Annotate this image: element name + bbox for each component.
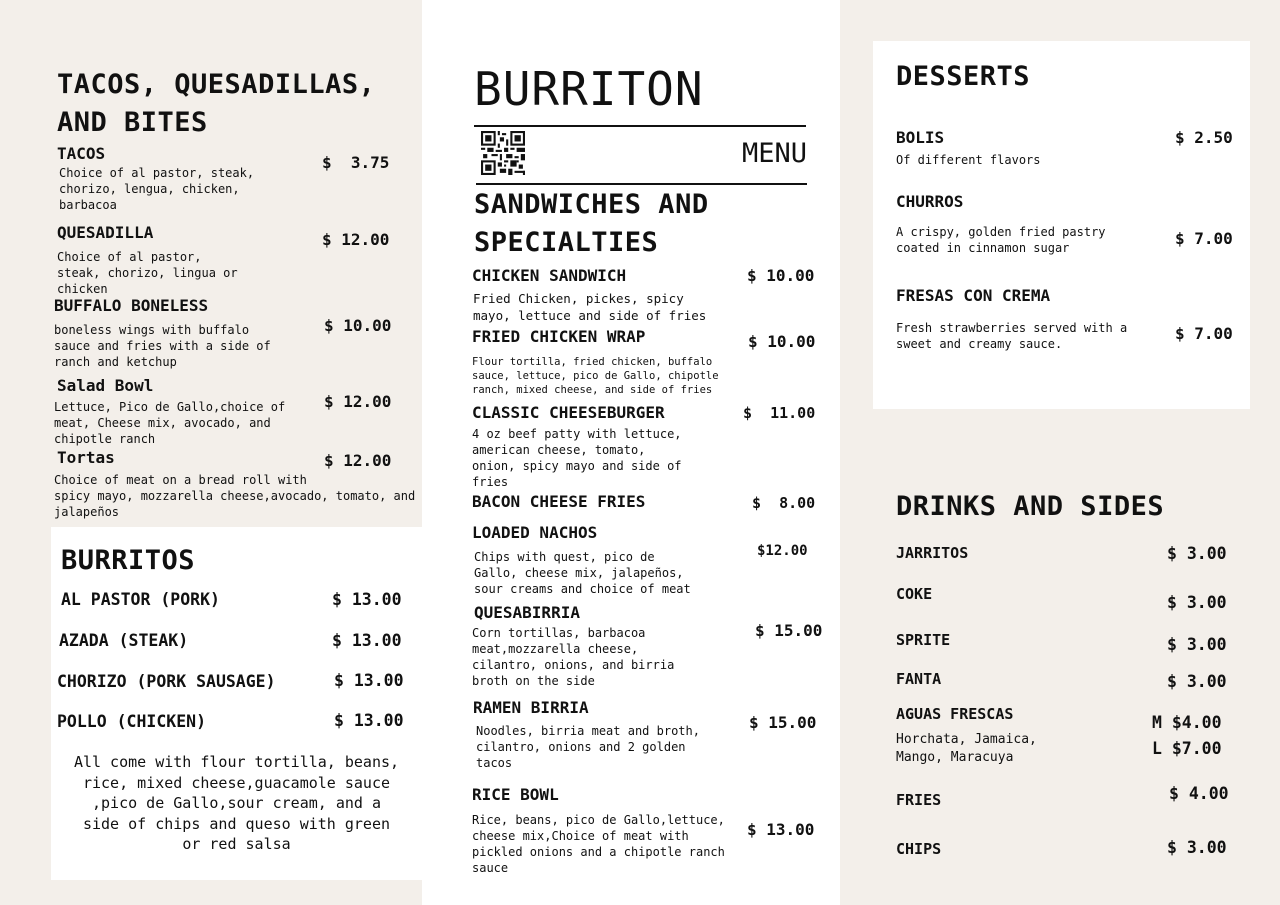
drink-price-coke: $ 3.00	[1167, 593, 1227, 612]
item-desc-fried-chicken-wrap: Flour tortilla, fried chicken, buffalo sauce, lettuce, pico de Gallo, chipotle ranch, mixed cheese, and side of fries	[472, 356, 719, 396]
drink-price-fries: $ 4.00	[1169, 784, 1229, 803]
drink-name-coke: COKE	[896, 585, 933, 603]
drink-price-sprite: $ 3.00	[1167, 635, 1227, 654]
drink-name-fries: FRIES	[896, 791, 942, 809]
dessert-desc-churros: A crispy, golden fried pastry coated in cinnamon sugar	[896, 225, 1106, 255]
item-name-buffalo-boneless: BUFFALO BONELESS	[54, 296, 209, 315]
dessert-desc-bolis: Of different flavors	[896, 153, 1041, 167]
item-name-ramen-birria: RAMEN BIRRIA	[473, 698, 589, 717]
item-name-classic-cheeseburger: CLASSIC CHEESEBURGER	[472, 403, 665, 422]
drink-name-chips: CHIPS	[896, 840, 942, 858]
drink-price-jarritos: $ 3.00	[1167, 544, 1227, 563]
item-price-bacon-cheese-fries: $ 8.00	[752, 494, 816, 512]
drink-price-fanta: $ 3.00	[1167, 672, 1227, 691]
item-name-quesabirria: QUESABIRRIA	[474, 603, 580, 622]
dessert-name-bolis: BOLIS	[896, 128, 945, 147]
item-desc-classic-cheeseburger: 4 oz beef patty with lettuce, american cheese, tomato, onion, spicy mayo and side of fries	[472, 427, 682, 489]
item-desc-rice-bowl: Rice, beans, pico de Gallo,lettuce, cheese mix,Choice of meat with pickled onions and a chipotle ranch sauce	[472, 813, 725, 875]
menu-label: MENU	[742, 138, 808, 169]
dessert-price-fresas-con-crema: $ 7.00	[1175, 324, 1233, 343]
item-desc-tacos: Choice of al pastor, steak, chorizo, lengua, chicken, barbacoa	[59, 166, 255, 212]
burrito-name-pollo: POLLO (CHICKEN)	[57, 712, 207, 731]
item-price-quesabirria: $ 15.00	[755, 621, 823, 640]
item-price-fried-chicken-wrap: $ 10.00	[748, 332, 816, 351]
item-desc-tortas: Choice of meat on a bread roll with spicy mayo, mozzarella cheese,avocado, tomato, and jalapeños	[54, 473, 416, 519]
dessert-name-fresas-con-crema: FRESAS CON CREMA	[896, 286, 1051, 305]
drink-name-aguas-frescas: AGUAS FRESCAS	[896, 705, 1014, 723]
item-desc-quesabirria: Corn tortillas, barbacoa meat,mozzarella cheese, cilantro, onions, and birria broth on the side	[472, 626, 675, 688]
drink-name-sprite: SPRITE	[896, 631, 951, 649]
section-title-desserts: DESSERTS	[896, 61, 1031, 92]
burrito-name-chorizo: CHORIZO (PORK SAUSAGE)	[57, 672, 276, 691]
brand-title: BURRITON	[474, 62, 704, 116]
item-desc-ramen-birria: Noodles, birria meat and broth, cilantro, onions and 2 golden tacos	[476, 724, 700, 770]
section-title-burritos: BURRITOS	[61, 545, 196, 576]
item-desc-quesadilla: Choice of al pastor, steak, chorizo, lingua or chicken	[57, 250, 238, 296]
item-price-rice-bowl: $ 13.00	[747, 820, 815, 839]
drink-price-chips: $ 3.00	[1167, 838, 1227, 857]
item-name-fried-chicken-wrap: FRIED CHICKEN WRAP	[472, 327, 646, 346]
item-price-ramen-birria: $ 15.00	[749, 713, 817, 732]
dessert-price-churros: $ 7.00	[1175, 229, 1233, 248]
burrito-name-al-pastor: AL PASTOR (PORK)	[61, 590, 220, 609]
bottom-divider	[476, 183, 807, 185]
dessert-price-bolis: $ 2.50	[1175, 128, 1233, 147]
item-price-tortas: $ 12.00	[324, 451, 392, 470]
item-name-tacos: TACOS	[57, 144, 106, 163]
item-price-chicken-sandwich: $ 10.00	[747, 266, 815, 285]
top-divider	[474, 125, 806, 127]
item-desc-buffalo-boneless: boneless wings with buffalo sauce and fries with a side of ranch and ketchup	[54, 323, 271, 369]
item-price-tacos: $ 3.75	[322, 153, 390, 172]
burrito-name-azada: AZADA (STEAK)	[59, 631, 189, 650]
item-name-chicken-sandwich: CHICKEN SANDWICH	[472, 266, 627, 285]
drink-name-fanta: FANTA	[896, 670, 942, 688]
item-desc-chicken-sandwich: Fried Chicken, pickes, spicy mayo, lettuce and side of fries	[473, 291, 707, 323]
item-name-tortas: Tortas	[57, 448, 115, 467]
item-name-salad-bowl: Salad Bowl	[57, 376, 154, 395]
dessert-desc-fresas-con-crema: Fresh strawberries served with a sweet and creamy sauce.	[896, 321, 1128, 351]
item-price-loaded-nachos: $12.00	[757, 543, 808, 559]
section-title-drinks: DRINKS AND SIDES	[896, 491, 1165, 522]
item-price-buffalo-boneless: $ 10.00	[324, 316, 392, 335]
dessert-name-churros: CHURROS	[896, 192, 964, 211]
burrito-price-al-pastor: $ 13.00	[332, 590, 402, 609]
item-price-classic-cheeseburger: $ 11.00	[743, 404, 816, 422]
item-desc-loaded-nachos: Chips with quest, pico de Gallo, cheese mix, jalapeños, sour creams and choice of meat	[474, 550, 691, 596]
drink-name-jarritos: JARRITOS	[896, 544, 969, 562]
section-title-tacos: TACOS, QUESADILLAS, AND BITES	[57, 69, 376, 138]
item-desc-salad-bowl: Lettuce, Pico de Gallo,choice of meat, Cheese mix, avocado, and chipotle ranch	[54, 400, 286, 446]
item-name-loaded-nachos: LOADED NACHOS	[472, 523, 598, 542]
burrito-price-azada: $ 13.00	[332, 631, 402, 650]
burritos-note: All come with flour tortilla, beans, rice, mixed cheese,guacamole sauce ,pico de Gallo,sour cream, and a side of chips and queso with green or red salsa	[73, 753, 400, 853]
item-name-quesadilla: QUESADILLA	[57, 223, 154, 242]
item-price-quesadilla: $ 12.00	[322, 230, 390, 249]
drink-price-aguas-frescas: M $4.00 L $7.00	[1152, 713, 1222, 758]
item-name-bacon-cheese-fries: BACON CHEESE FRIES	[472, 492, 646, 511]
drink-desc-aguas-frescas: Horchata, Jamaica, Mango, Maracuya	[896, 732, 1037, 765]
item-price-salad-bowl: $ 12.00	[324, 392, 392, 411]
section-title-sandwiches: SANDWICHES AND SPECIALTIES	[474, 189, 709, 258]
burrito-price-chorizo: $ 13.00	[334, 671, 404, 690]
burrito-price-pollo: $ 13.00	[334, 711, 404, 730]
qr-code-icon	[481, 131, 525, 175]
item-name-rice-bowl: RICE BOWL	[472, 785, 559, 804]
